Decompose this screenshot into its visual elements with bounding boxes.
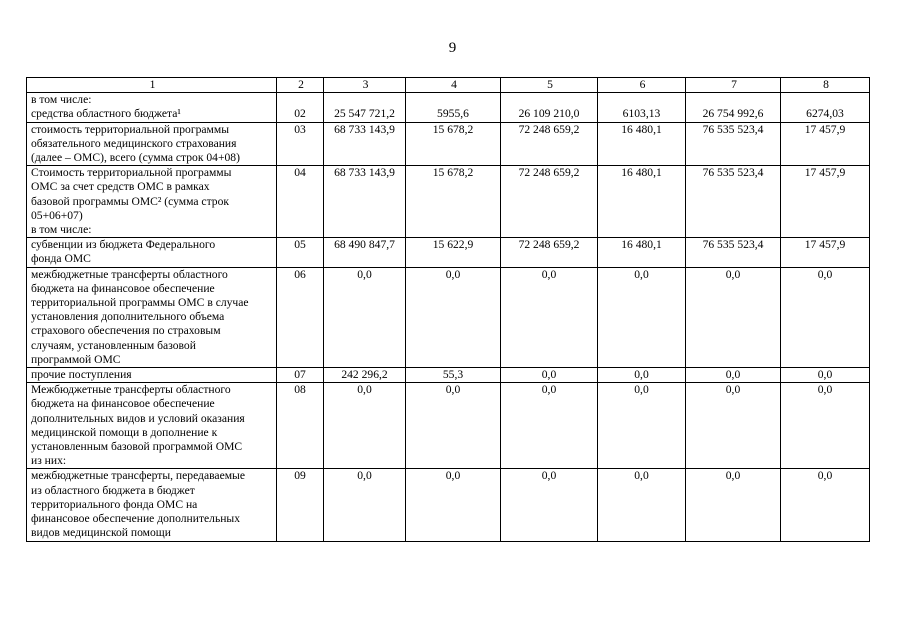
value-cell: 17 457,9 <box>781 238 870 267</box>
description-line: межбюджетные трансферты областного <box>31 267 228 281</box>
column-header-1: 1 <box>27 78 277 93</box>
value-cell: 0,0 <box>598 383 686 469</box>
financing-table <box>26 77 870 542</box>
description-line: межбюджетные трансферты, передаваемые <box>31 469 245 483</box>
value-cell: 68 733 143,9 <box>324 122 406 166</box>
description-line: в том числе: <box>31 223 92 237</box>
value-cell: 6274,03 <box>781 107 870 122</box>
description-line: прочие поступления <box>31 368 132 382</box>
row-code <box>277 93 324 108</box>
description-line: фонда ОМС <box>31 252 91 266</box>
description-line: из них: <box>31 454 67 468</box>
value-cell: 0,0 <box>781 368 870 383</box>
description-line: страхового обеспечения по страховым <box>31 324 221 338</box>
value-cell <box>406 93 501 108</box>
column-header-4: 4 <box>406 78 501 93</box>
column-header-8: 8 <box>781 78 870 93</box>
value-cell: 0,0 <box>686 267 781 367</box>
value-cell: 0,0 <box>406 383 501 469</box>
column-header-3: 3 <box>324 78 406 93</box>
value-cell: 0,0 <box>501 469 598 541</box>
description-line: из областного бюджета в бюджет <box>31 483 195 497</box>
description-line: ОМС за счет средств ОМС в рамках <box>31 180 210 194</box>
header-row <box>27 78 870 93</box>
value-cell: 76 535 523,4 <box>686 238 781 267</box>
value-cell: 0,0 <box>324 267 406 367</box>
column-header-2: 2 <box>277 78 324 93</box>
row-description <box>27 469 277 541</box>
value-cell: 0,0 <box>686 383 781 469</box>
description-line: установленным базовой программой ОМС <box>31 440 243 454</box>
value-cell: 0,0 <box>686 469 781 541</box>
value-cell: 0,0 <box>406 469 501 541</box>
value-cell: 0,0 <box>598 469 686 541</box>
description-line: дополнительных видов и условий оказания <box>31 411 245 425</box>
value-cell: 72 248 659,2 <box>501 122 598 166</box>
value-cell: 0,0 <box>598 368 686 383</box>
value-cell <box>501 93 598 108</box>
row-description <box>27 122 277 166</box>
description-line: бюджета на финансовое обеспечение <box>31 397 215 411</box>
value-cell: 25 547 721,2 <box>324 107 406 122</box>
value-cell: 16 480,1 <box>598 122 686 166</box>
value-cell: 26 754 992,6 <box>686 107 781 122</box>
description-line: стоимость территориальной программы <box>31 122 229 136</box>
table-row <box>27 122 870 166</box>
description-line: программой ОМС <box>31 352 121 366</box>
description-line: территориального фонда ОМС на <box>31 497 198 511</box>
row-description <box>27 107 277 122</box>
row-code: 09 <box>277 469 324 541</box>
value-cell: 15 622,9 <box>406 238 501 267</box>
value-cell: 0,0 <box>501 368 598 383</box>
value-cell: 0,0 <box>406 267 501 367</box>
description-line: (далее – ОМС), всего (сумма строк 04+08) <box>31 151 240 165</box>
row-code: 03 <box>277 122 324 166</box>
description-line: в том числе: <box>31 93 92 107</box>
row-code: 04 <box>277 166 324 238</box>
value-cell <box>781 93 870 108</box>
table-row <box>27 368 870 383</box>
value-cell: 0,0 <box>324 469 406 541</box>
description-line: обязательного медицинского страхования <box>31 136 237 150</box>
row-code: 06 <box>277 267 324 367</box>
value-cell: 15 678,2 <box>406 166 501 238</box>
table-row <box>27 107 870 122</box>
description-line: территориальной программы ОМС в случае <box>31 296 249 310</box>
description-line: бюджета на финансовое обеспечение <box>31 281 215 295</box>
table-row <box>27 469 870 541</box>
row-code: 08 <box>277 383 324 469</box>
table-row <box>27 166 870 238</box>
value-cell: 0,0 <box>324 383 406 469</box>
column-header-5: 5 <box>501 78 598 93</box>
description-line: видов медицинской помощи <box>31 526 171 540</box>
value-cell: 6103,13 <box>598 107 686 122</box>
value-cell <box>598 93 686 108</box>
value-cell: 17 457,9 <box>781 166 870 238</box>
table-row <box>27 238 870 267</box>
value-cell: 76 535 523,4 <box>686 122 781 166</box>
table-row <box>27 93 870 108</box>
value-cell: 0,0 <box>598 267 686 367</box>
value-cell: 15 678,2 <box>406 122 501 166</box>
description-line: случаям, установленным базовой <box>31 338 196 352</box>
row-code: 07 <box>277 368 324 383</box>
table-row <box>27 383 870 469</box>
row-code: 02 <box>277 107 324 122</box>
row-description <box>27 368 277 383</box>
value-cell: 17 457,9 <box>781 122 870 166</box>
value-cell: 0,0 <box>781 267 870 367</box>
value-cell: 72 248 659,2 <box>501 238 598 267</box>
value-cell: 72 248 659,2 <box>501 166 598 238</box>
value-cell <box>686 93 781 108</box>
description-line: Межбюджетные трансферты областного <box>31 383 231 397</box>
value-cell: 242 296,2 <box>324 368 406 383</box>
value-cell: 5955,6 <box>406 107 501 122</box>
value-cell: 0,0 <box>686 368 781 383</box>
row-code: 05 <box>277 238 324 267</box>
column-header-6: 6 <box>598 78 686 93</box>
value-cell: 16 480,1 <box>598 238 686 267</box>
row-description <box>27 93 277 108</box>
description-line: субвенции из бюджета Федерального <box>31 238 216 252</box>
value-cell: 68 733 143,9 <box>324 166 406 238</box>
row-description <box>27 267 277 367</box>
row-description <box>27 383 277 469</box>
description-line: медицинской помощи в дополнение к <box>31 425 218 439</box>
description-line: средства областного бюджета¹ <box>31 107 181 121</box>
value-cell: 16 480,1 <box>598 166 686 238</box>
value-cell: 55,3 <box>406 368 501 383</box>
value-cell: 0,0 <box>781 469 870 541</box>
column-header-7: 7 <box>686 78 781 93</box>
value-cell: 26 109 210,0 <box>501 107 598 122</box>
page-number: 9 <box>448 40 457 56</box>
description-line: 05+06+07) <box>31 208 83 222</box>
value-cell: 0,0 <box>501 267 598 367</box>
description-line: установления дополнительного объема <box>31 310 225 324</box>
value-cell <box>324 93 406 108</box>
value-cell: 68 490 847,7 <box>324 238 406 267</box>
row-description <box>27 238 277 267</box>
description-line: финансовое обеспечение дополнительных <box>31 512 241 526</box>
description-line: Стоимость территориальной программы <box>31 166 232 180</box>
description-line: базовой программы ОМС² (сумма строк <box>31 194 230 208</box>
row-description <box>27 166 277 238</box>
value-cell: 76 535 523,4 <box>686 166 781 238</box>
table-row <box>27 267 870 367</box>
value-cell: 0,0 <box>781 383 870 469</box>
value-cell: 0,0 <box>501 383 598 469</box>
